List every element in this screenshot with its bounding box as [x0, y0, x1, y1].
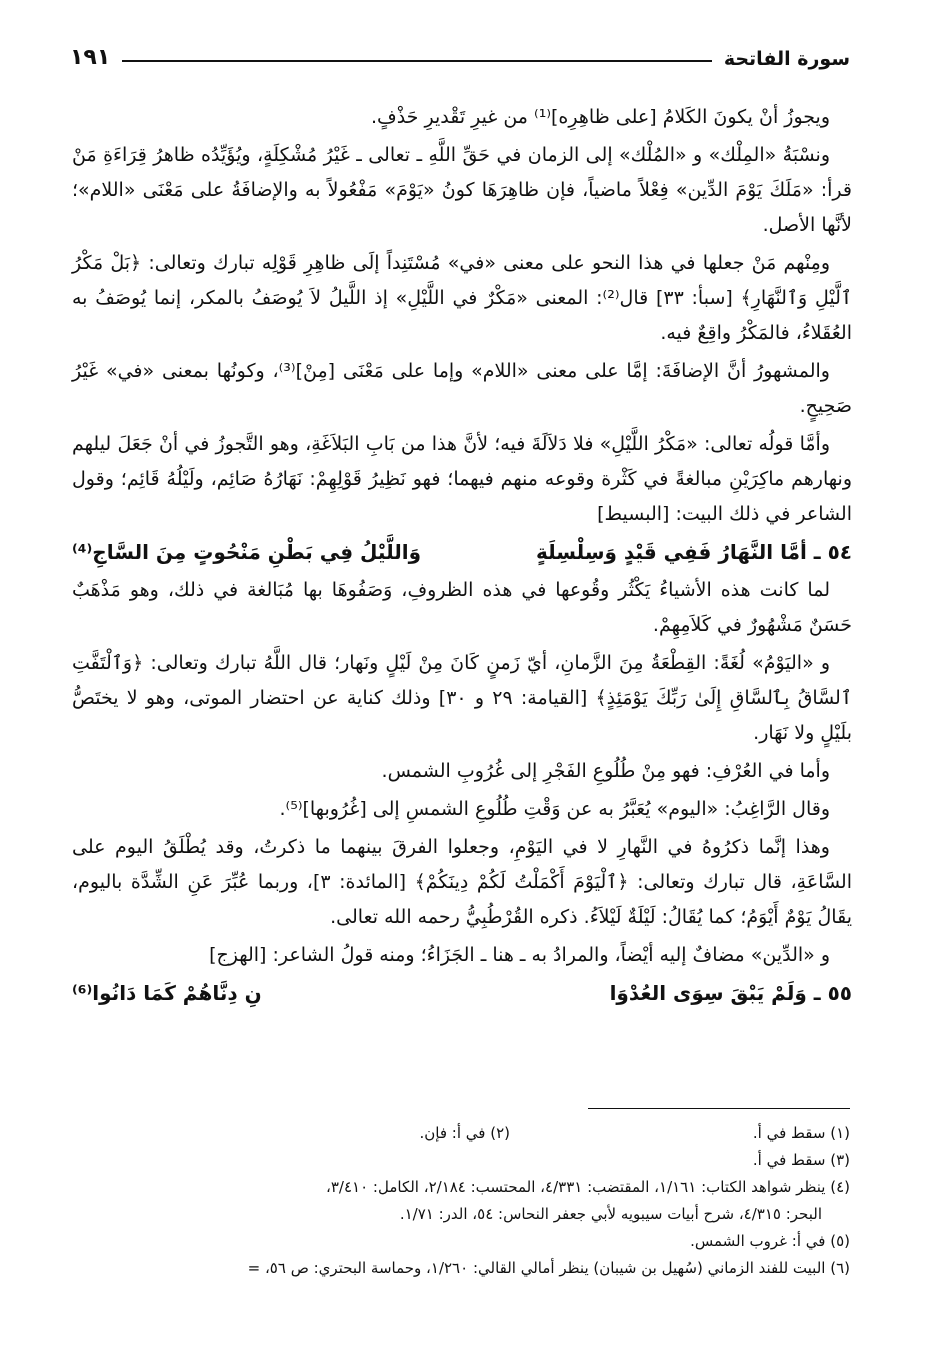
chapter-title: سورة الفاتحة: [723, 48, 850, 70]
paragraph: وقال الرَّاغِبُ: «اليوم» يُعَبَّرُ به عن وَقْتِ طُلُوعِ الشمسِ إلى [غُرُوبها]⁽⁵⁾.: [279, 798, 830, 820]
paragraph: لما كانت هذه الأشياءُ يَكْثُر وقُوعها في هذه الظروفِ، وَصَفُوهَا بها مُبَالغة في ذلك، وهو مَذْهَبٌ حَسَنٌ مَشْهُورٌ في كَلاَمِهِمْ.: [72, 579, 852, 636]
main-text: [72, 100, 852, 1014]
footnote-5: (٥) في أ: غروب الشمس.: [690, 1232, 850, 1250]
page-header: [70, 30, 850, 70]
footnote-row: [66, 1120, 850, 1147]
verse-left-hemistich: وَاللَّيْلُ فِي بَطْنِ مَنْحُوتٍ مِنَ السَّاجِ⁽⁴⁾: [72, 540, 422, 564]
footnote-separator: [588, 1108, 850, 1109]
footnote-4-continued: البحر: ٤/٣١٥، شرح أبيات سيبويه لأبي جعفر النحاس: ٥٤، الدر: ١/٧١.: [399, 1205, 822, 1223]
verse-left-hemistich: نِ دِنَّاهُمْ كَمَا دَانُوا⁽⁶⁾: [72, 981, 262, 1005]
paragraph: وأما في العُرْفِ: فهو مِنْ طُلُوعِ الفَجْرِ إلى غُرُوبِ الشمس.: [381, 760, 830, 782]
header-rule: [122, 60, 712, 62]
footnote-4: (٤) ينظر شواهد الكتاب: ١/١٦١، المقتضب: ٤/٣٣١، المحتسب: ٢/١٨٤، الكامل: ٣/٤١٠،: [326, 1178, 850, 1196]
paragraph: ومِنْهم مَنْ جعلها في هذا النحو على معنى «في» مُسْتَنِداً إلَى ظاهِرِ قَوْلِه تبارك وتعالى: ﴿بَلْ مَكْرُ ٱلَّيْلِ وَٱلنَّهَارِ﴾ [سبأ: ٣٣] قال⁽²⁾: المعنى «مَكْرٌ في اللَّيْلِ» إذ اللَّيلُ لاَ يُوصَفُ بالمكر، إنما يُوصَفُ به العُقَلاءُ، فالمَكْرُ واقِعٌ فيه.: [72, 252, 852, 344]
footnote-2: (٢) في أ: فإن.: [419, 1124, 510, 1142]
footnote-1: (١) سقط في أ.: [752, 1124, 850, 1142]
paragraph: والمشهورُ أنَّ الإضافَةَ: إمَّا على معنى «اللام» وإما على مَعْنَى [مِنْ]⁽³⁾، وكونُها بمعنى «في» غَيْرُ صَحِيحٍ.: [72, 360, 852, 417]
paragraph: ويجوزُ أنْ يكونَ الكَلامُ [على ظاهِرِه]⁽¹⁾ من غيرِ تَقْديرِ حَذْفٍ.: [370, 106, 830, 128]
footnote-3: (٣) سقط في أ.: [752, 1151, 850, 1169]
page-number: ١٩١: [70, 45, 111, 70]
verse-54: [72, 535, 852, 570]
verse-right-hemistich: ٥٤ ـ أمَّا النَّهَارُ فَفِي قَيْدٍ وَسِلْسِلَةٍ: [536, 540, 852, 564]
paragraph: و «اليَوْمُ» لُغَةً: القِطْعَةُ مِنَ الزَّمانِ، أيّ زَمنٍ كَانَ مِنْ لَيْلٍ ونَهار؛ قال اللَّهُ تبارك وتعالى: ﴿وَٱلْتَفَّتِ ٱلسَّاقُ بِٱلسَّاقِ إِلَىٰ رَبِّكَ يَوْمَئِذٍ﴾ [القيامة: ٢٩ و ٣٠] وذلك كناية عن احتضار الموتى، وهو لا يختَصُّ بلَيْلٍ ولا نَهَار.: [72, 652, 852, 744]
paragraph: و «الدِّين» مضافٌ إليه أيْضاً، والمرادُ به ـ هنا ـ الجَزَاءُ؛ ومنه قولُ الشاعر: [الهزج]: [209, 944, 830, 966]
verse-55: [72, 976, 852, 1011]
paragraph: وهذا إنَّما ذكرُوهُ في النَّهارِ لا في اليَوْمِ، وجعلوا الفرقَ بينهما ما ذكرتُ، وقد يُطْلَقُ اليوم على السَّاعَةِ، قال تبارك وتعالى: ﴿ٱلْيَوْمَ أَكْمَلْتُ لَكُمْ دِينَكُمْ﴾ [المائدة: ٣]، وربما عُبِّرَ عَنِ الشِّدَّة باليوم، يقَالُ يَوْمٌ أَيْوَمُ؛ كما يُقَالُ: لَيْلَةٌ لَيْلاَءُ. ذكره القُرْطُبِيُّ رحمه الله تعالى.: [72, 836, 852, 928]
verse-right-hemistich: ٥٥ ـ وَلَمْ يَبْقَ سِوَى العُدْوَا: [609, 981, 852, 1005]
paragraph: ونسْبَةُ «المِلْك» و «المُلْك» إلى الزمان في حَقِّ اللَّهِ ـ تعالى ـ غَيْرُ مُشْكِلَةٍ، ويُؤَيِّدُه ظاهرُ قِرَاءَةِ مَنْ قرأ: «مَلَكَ يَوْمَ الدِّين» فِعْلاً ماضياً، فإن ظاهِرَهَا كونُ «يَوْمَ» مَفْعُولاً به والإضافَةُ على مَعْنَى «اللام»؛ لأنَّها الأصل.: [72, 144, 852, 236]
footnote-6: (٦) البيت للفند الزماني (سُهيل بن شيبان) ينظر أمالي القالي: ١/٢٦٠، وحماسة البحتري: ص ٥٦، =: [247, 1259, 850, 1277]
footnotes: [66, 1120, 850, 1282]
paragraph: وأمَّا قولُه تعالى: «مَكْرُ اللَّيْلِ» فلا دَلاَلَةَ فيه؛ لأنَّ هذا من بَابِ البَلاَغَةِ، وهو التَّجوزُ في أنْ جَعَلَ ليلهم ونهارهم ماكِرَيْنِ مبالغةً في كَثْرة وقوعه منهم فيهما؛ فهو نَظِيرُ قَوْلِهِمْ: نَهَارُهُ صَائِم، ولَيْلُهُ قَائِم؛ وقول الشاعر في ذلك البيت: [البسيط]: [72, 433, 852, 525]
